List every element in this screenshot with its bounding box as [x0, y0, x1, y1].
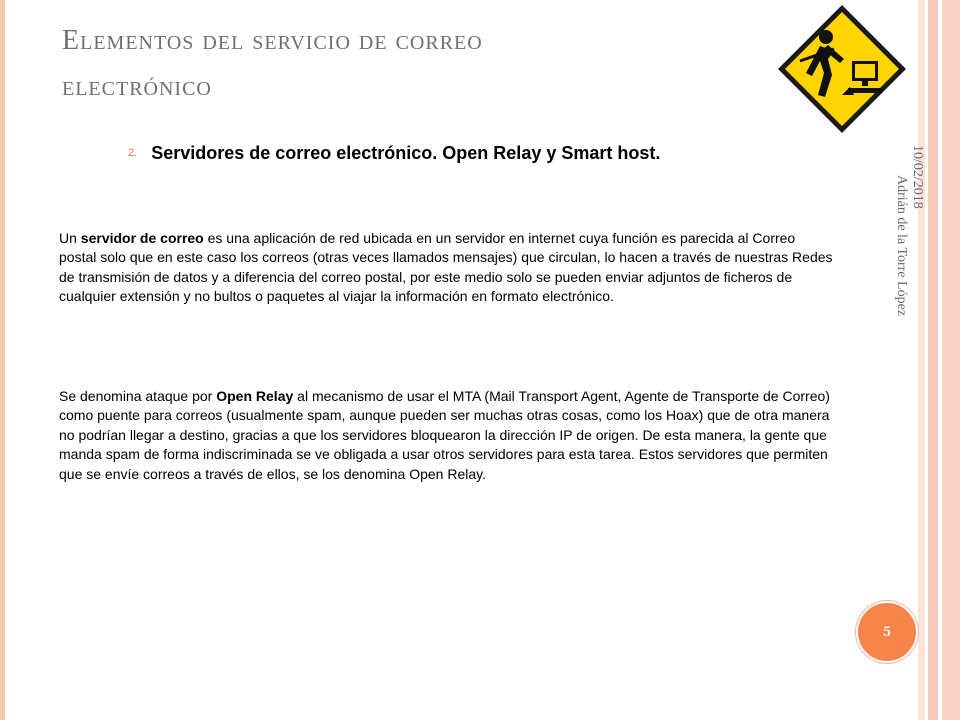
paragraph1-after: es una aplicación de red ubicada en un servidor en internet cuya función es parecida al Correo postal solo que en este caso los correos (otras veces llamados mensajes) que circulan, lo hacen a través de nuestras Redes de transmisión de datos y a diferencia del correo postal, por este medio solo se pueden enviar adjuntos de ficheros de cualquier extensión y no bultos o paquetes al viajar la información en formato electrónico.: [59, 230, 833, 305]
paragraph2-after: al mecanismo de usar el MTA (Mail Transport Agent, Agente de Transporte de Correo) como puente para correos (usualmente spam, aunque pueden ser muchas otras cosas, como los Hoax) que de otra manera no podrían llegar a destino, gracias a que los servidores bloquearon la dirección IP de origen. De esta manera, la gente que manda spam de forma indiscriminada se ve obligada a usar otros servidores para esta tarea. Estos servidores que permiten que se envíe correos a través de ellos, se los denomina Open Relay.: [59, 388, 830, 482]
side-footer: [893, 145, 925, 316]
slide-title-line2: electrónico: [62, 71, 212, 102]
paragraph1-bold-term: servidor de correo: [80, 230, 204, 246]
under-construction-sign-icon: [776, 3, 908, 135]
page-number-badge: 5: [856, 601, 918, 663]
paragraph-open-relay: [59, 387, 834, 484]
slide-subtitle: [128, 143, 828, 164]
right-decorative-bands: [918, 0, 960, 720]
paragraph2-bold-term: Open Relay: [216, 388, 294, 404]
paragraph2-before: Se denomina ataque por: [59, 388, 217, 404]
paragraph-mail-server: [59, 229, 834, 307]
slide-date: 10/02/2018: [910, 145, 925, 209]
paragraph1-before: Un: [59, 230, 81, 246]
slide-title-line1: Elementos del servicio de correo: [62, 25, 483, 56]
slide-title: [62, 18, 762, 110]
slide-author: Adrián de la Torre López: [894, 175, 909, 317]
subtitle-number: 2.: [128, 147, 138, 159]
left-border: [0, 0, 5, 720]
subtitle-text: Servidores de correo electrónico. Open Relay y Smart host.: [151, 143, 661, 163]
